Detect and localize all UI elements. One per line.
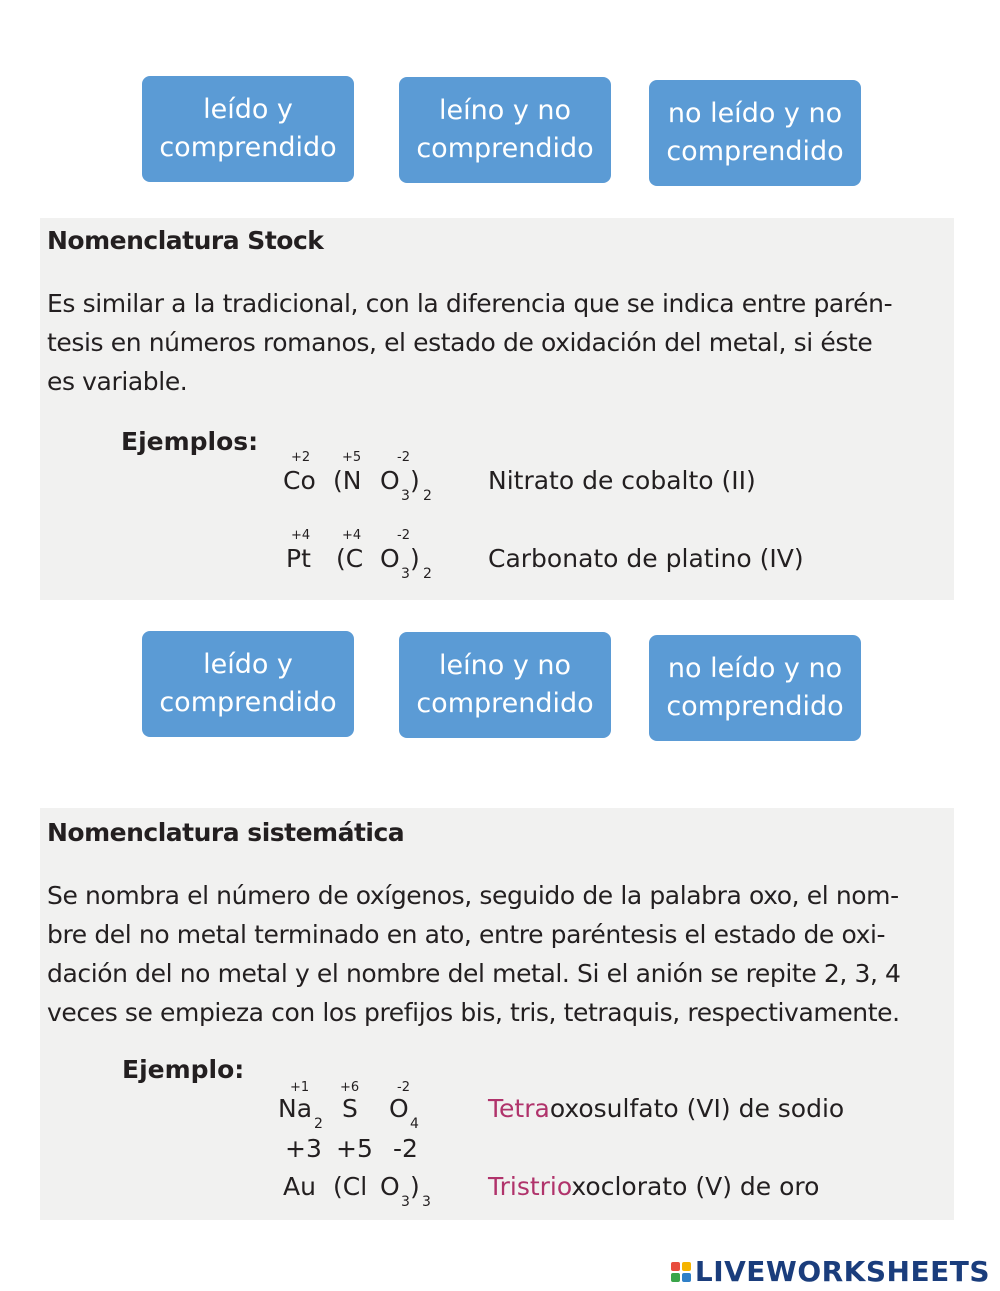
compound-name xyxy=(488,1172,819,1201)
systematic-paragraph xyxy=(47,876,957,1032)
compound-name xyxy=(488,1094,844,1123)
read-not-understood-button[interactable] xyxy=(399,632,611,738)
button-line: comprendido xyxy=(666,691,844,722)
formula-subscript: 3 xyxy=(401,1194,410,1210)
button-line: leído y xyxy=(203,94,293,125)
name-rest: xoclorato (V) de oro xyxy=(571,1172,820,1201)
systematic-heading: Nomenclatura sistemática xyxy=(47,818,405,847)
compound-name: Nitrato de cobalto (II) xyxy=(488,466,756,495)
formula-subscript: 2 xyxy=(423,488,432,504)
oxidation-state: -2 xyxy=(397,1080,410,1095)
logo-text: LIVEWORKSHEETS xyxy=(694,1255,990,1288)
oxidation-state: -2 xyxy=(397,450,410,465)
stock-paragraph xyxy=(47,284,957,401)
paragraph-line: Se nombra el número de oxígenos, seguido de la palabra oxo, el nom- xyxy=(47,881,899,910)
oxidation-state: -2 xyxy=(393,1134,418,1163)
formula-symbol: O xyxy=(380,1172,400,1201)
stock-heading: Nomenclatura Stock xyxy=(47,226,324,255)
example-label: Ejemplo: xyxy=(122,1055,245,1084)
formula-symbol: ) xyxy=(410,466,420,495)
oxidation-state: +3 xyxy=(285,1134,322,1163)
formula-symbol: O xyxy=(380,544,400,573)
paragraph-line: veces se empieza con los prefijos bis, tris, tetraquis, respectivamente. xyxy=(47,998,900,1027)
formula-symbol: Au xyxy=(283,1172,316,1201)
formula-symbol: Pt xyxy=(286,544,311,573)
button-line: leíno y no xyxy=(438,95,572,126)
formula-symbol: O xyxy=(389,1094,409,1123)
paragraph-line: Es similar a la tradicional, con la diferencia que se indica entre parén- xyxy=(47,289,893,318)
formula-subscript: 2 xyxy=(314,1116,323,1132)
formula-subscript: 3 xyxy=(401,566,410,582)
formula-symbol: ) xyxy=(410,544,420,573)
name-rest: oxosulfato (VI) de sodio xyxy=(549,1094,845,1123)
button-line: comprendido xyxy=(416,133,594,164)
not-read-not-understood-button[interactable] xyxy=(649,635,861,741)
read-understood-button[interactable] xyxy=(142,631,354,737)
read-understood-button[interactable] xyxy=(142,76,354,182)
oxidation-state: +5 xyxy=(342,450,362,465)
button-line: no leído y no xyxy=(667,98,843,129)
oxidation-state: +2 xyxy=(291,450,311,465)
compound-name: Carbonato de platino (IV) xyxy=(488,544,804,573)
formula-subscript: 4 xyxy=(410,1116,419,1132)
formula-subscript: 2 xyxy=(423,566,432,582)
read-not-understood-button[interactable] xyxy=(399,77,611,183)
oxidation-state: +6 xyxy=(340,1080,360,1095)
button-line: comprendido xyxy=(159,687,337,718)
not-read-not-understood-button[interactable] xyxy=(649,80,861,186)
formula-symbol: (Cl xyxy=(333,1172,368,1201)
formula-symbol: Na xyxy=(278,1094,313,1123)
formula-symbol: S xyxy=(342,1094,358,1123)
formula-subscript: 3 xyxy=(401,488,410,504)
formula-subscript: 3 xyxy=(422,1194,431,1210)
oxidation-state: +4 xyxy=(342,528,362,543)
button-line: leíno y no xyxy=(438,650,572,681)
oxidation-state: +5 xyxy=(336,1134,373,1163)
formula-symbol: Co xyxy=(283,466,316,495)
paragraph-line: es variable. xyxy=(47,367,188,396)
paragraph-line: bre del no metal terminado en ato, entre paréntesis el estado de oxi- xyxy=(47,920,886,949)
oxidation-state: +1 xyxy=(290,1080,310,1095)
formula-symbol: ) xyxy=(410,1172,420,1201)
logo-mark-icon xyxy=(671,1262,691,1282)
liveworksheets-logo[interactable] xyxy=(671,1255,990,1288)
formula-symbol: (N xyxy=(333,466,362,495)
button-line: comprendido xyxy=(416,688,594,719)
button-line: no leído y no xyxy=(667,653,843,684)
prefix-highlight: Tetra xyxy=(488,1094,550,1123)
formula-symbol: (C xyxy=(336,544,364,573)
prefix-highlight: Tristrio xyxy=(488,1172,572,1201)
paragraph-line: dación del no metal y el nombre del metal. Si el anión se repite 2, 3, 4 xyxy=(47,959,901,988)
button-line: comprendido xyxy=(159,132,337,163)
button-line: comprendido xyxy=(666,136,844,167)
paragraph-line: tesis en números romanos, el estado de oxidación del metal, si éste xyxy=(47,328,873,357)
oxidation-state: -2 xyxy=(397,528,410,543)
stock-section xyxy=(40,218,954,600)
button-line: leído y xyxy=(203,649,293,680)
formula-symbol: O xyxy=(380,466,400,495)
examples-label: Ejemplos: xyxy=(121,427,259,456)
oxidation-state: +4 xyxy=(291,528,311,543)
